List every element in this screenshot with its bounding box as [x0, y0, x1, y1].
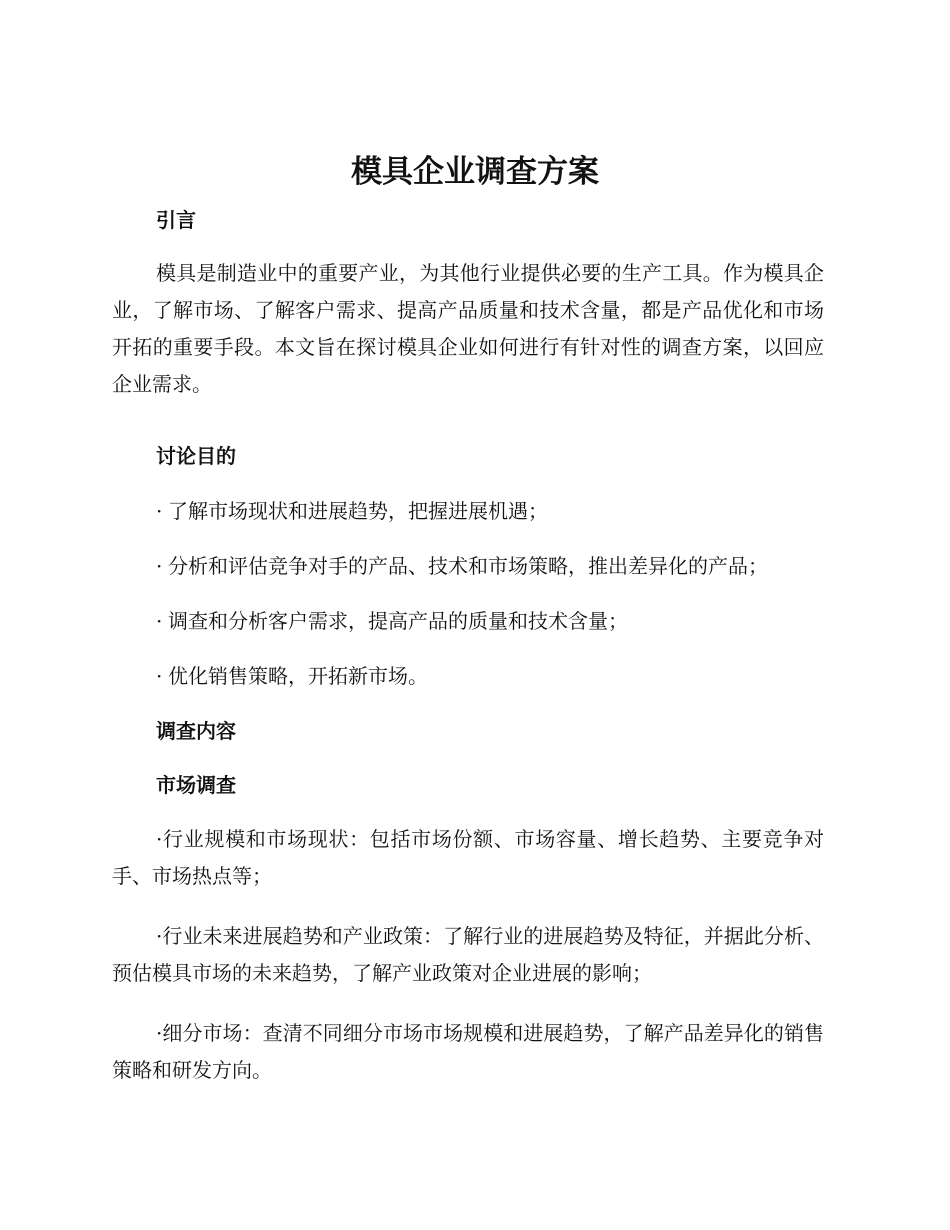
market-list-item: [112, 918, 824, 992]
purpose-item-text: 优化销售策略，开拓新市场。: [168, 664, 428, 688]
bullet-marker: ·: [156, 609, 163, 633]
bullet-marker: ·: [156, 1021, 163, 1045]
purpose-item-text: 调查和分析客户需求，提高产品的质量和技术含量；: [168, 609, 628, 633]
bullet-marker: ·: [156, 827, 163, 851]
purpose-list-item: [156, 552, 768, 580]
introduction-paragraph: 模具是制造业中的重要产业，为其他行业提供必要的生产工具。作为模具企业，了解市场、了解客户需求、提高产品质量和技术含量，都是产品优化和市场开拓的重要手段。本文旨在探讨模具企业如何进行有针对性的调查方案，以回应企业需求。: [112, 261, 824, 396]
purpose-item-text: 分析和评估竞争对手的产品、技术和市场策略，推出差异化的产品；: [168, 554, 768, 578]
bullet-marker: ·: [156, 924, 163, 948]
document-title: 模具企业调查方案: [351, 154, 599, 190]
heading-introduction: 引言: [156, 208, 196, 232]
bullet-marker: ·: [156, 664, 163, 688]
purpose-item-text: 了解市场现状和进展趋势，把握进展机遇；: [168, 499, 548, 523]
bullet-marker: ·: [156, 499, 163, 523]
market-item-text: 行业规模和市场现状：包括市场份额、市场容量、增长趋势、主要竞争对手、市场热点等；: [112, 827, 824, 888]
heading-market-survey: 市场调查: [156, 773, 236, 797]
heading-survey-content: 调查内容: [156, 719, 236, 743]
bullet-marker: ·: [156, 554, 163, 578]
heading-purpose: 讨论目的: [156, 444, 236, 468]
market-item-text: 细分市场：查清不同细分市场市场规模和进展趋势，了解产品差异化的销售策略和研发方向。: [112, 1021, 824, 1082]
purpose-list-item: [156, 497, 548, 525]
market-list-item: [112, 821, 824, 895]
market-list-item: [112, 1015, 824, 1089]
market-item-text: 行业未来进展趋势和产业政策：了解行业的进展趋势及特征，并据此分析、预估模具市场的未来趋势，了解产业政策对企业进展的影响；: [112, 924, 824, 985]
purpose-list-item: [156, 607, 628, 635]
purpose-list-item: [156, 662, 428, 690]
